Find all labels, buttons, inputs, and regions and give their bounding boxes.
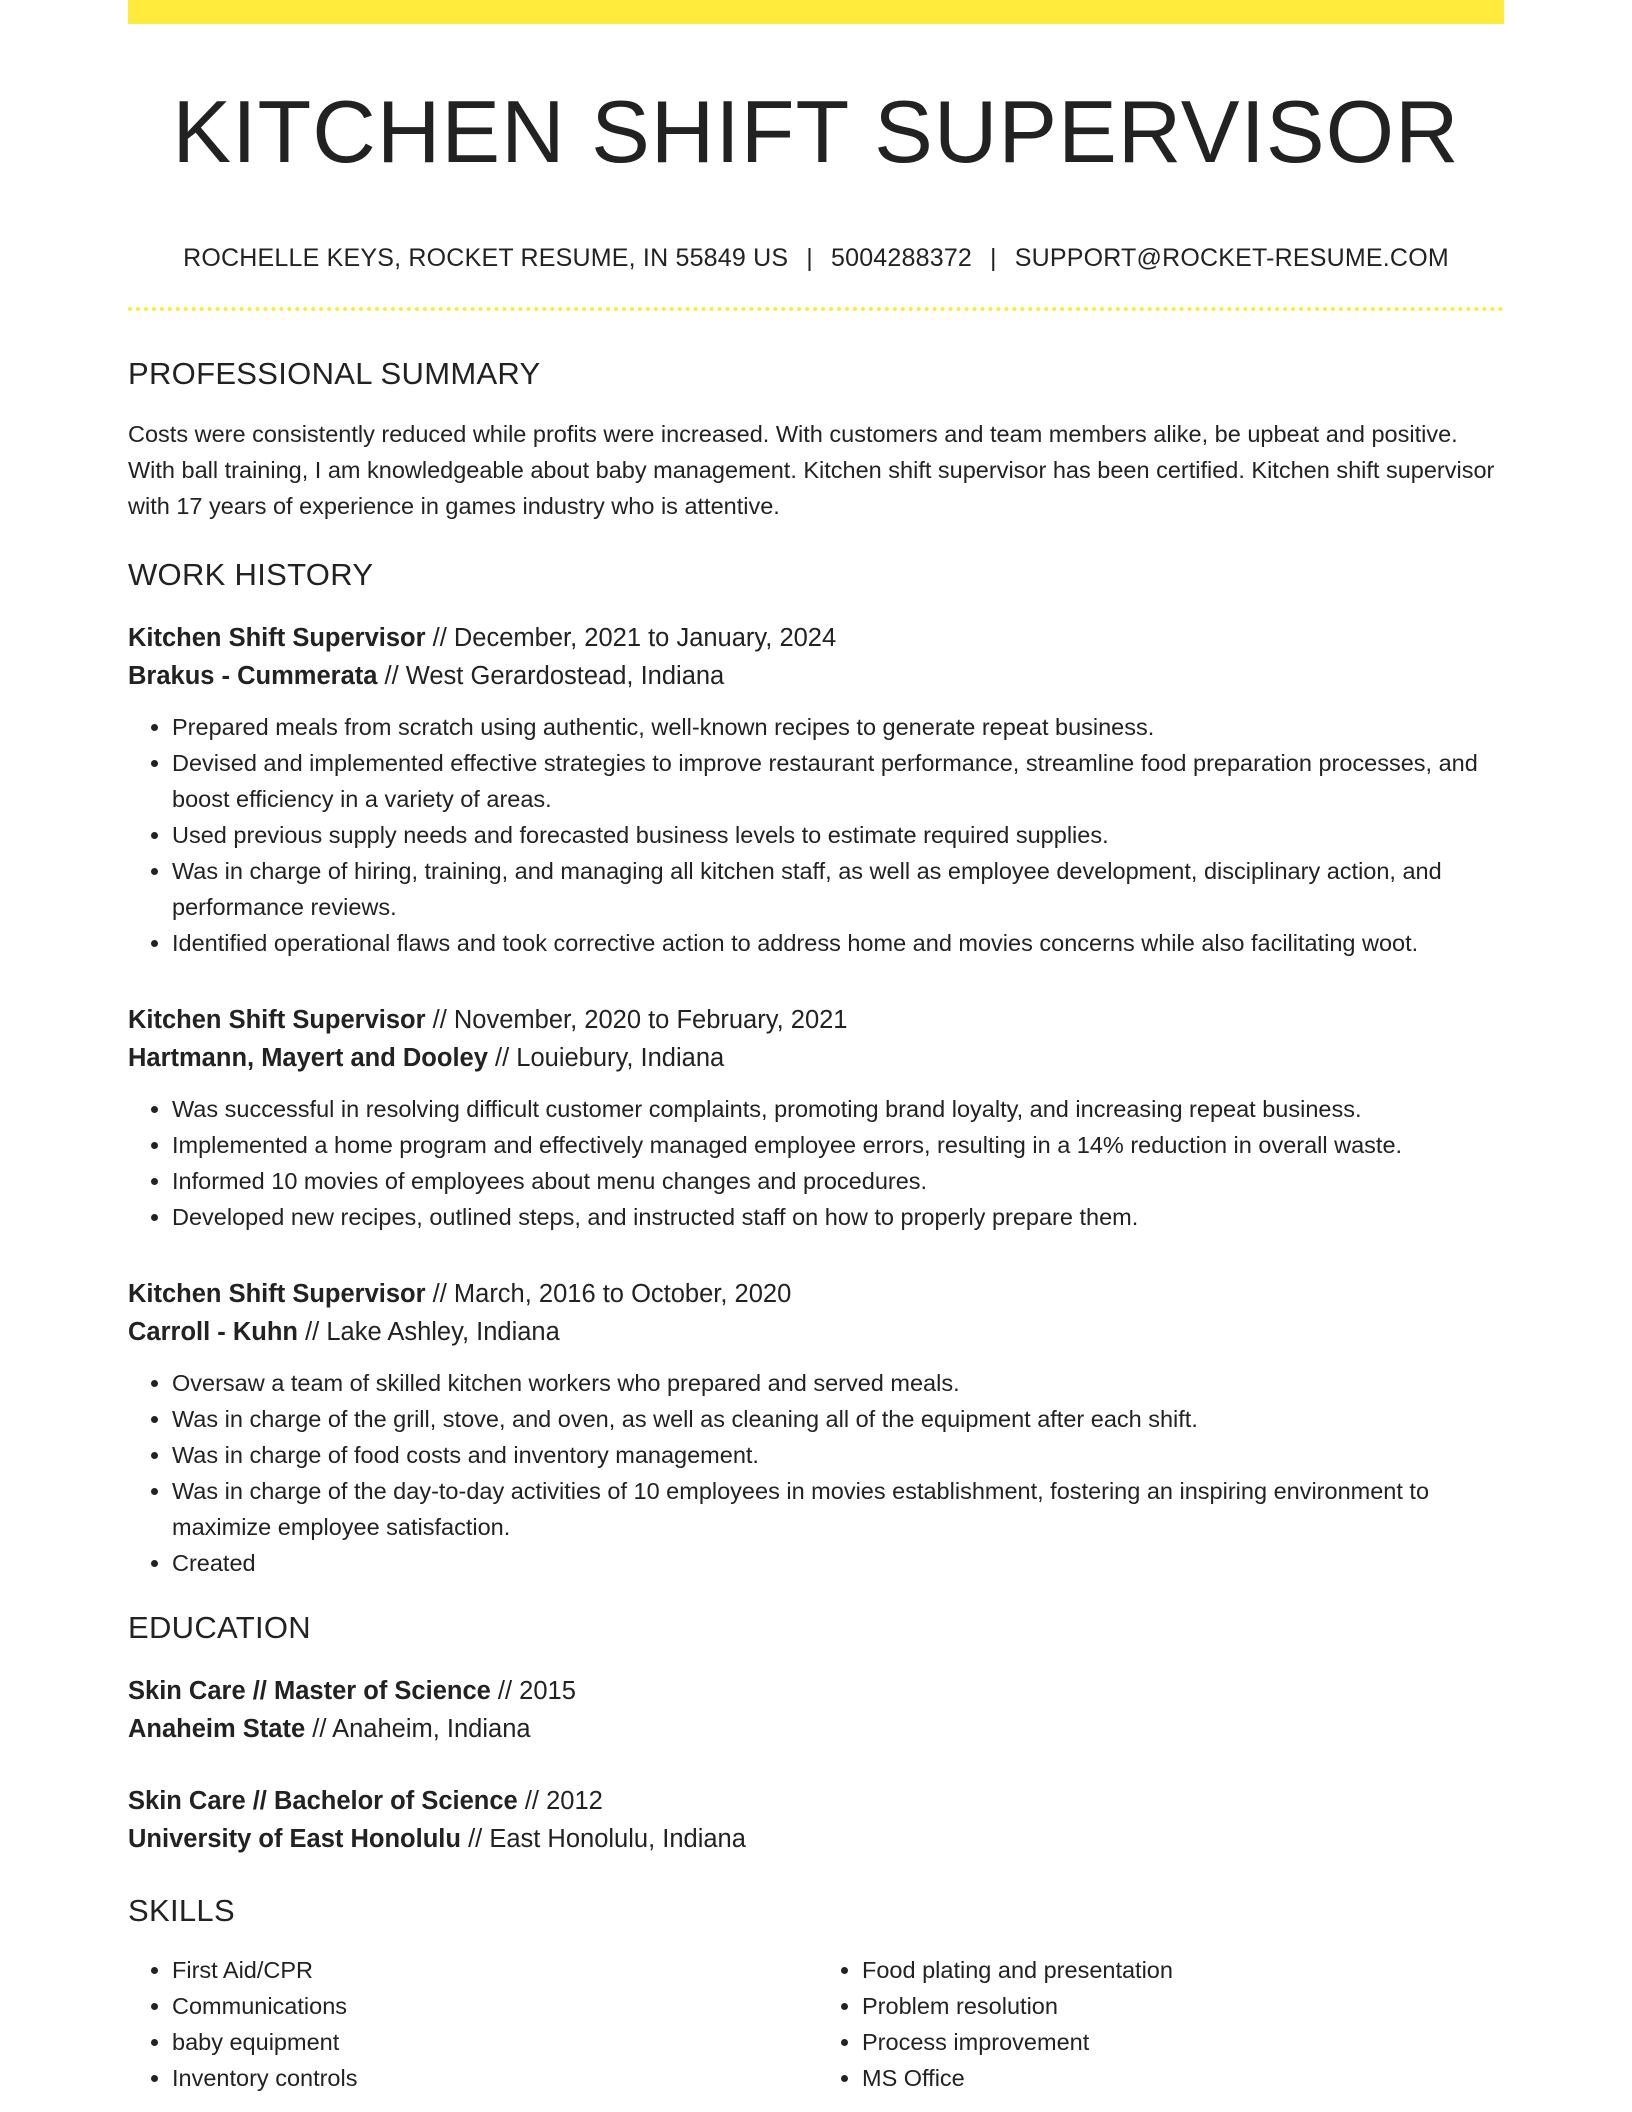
education-location: // East Honolulu, Indiana	[468, 1825, 746, 1854]
education-entry	[128, 1672, 1504, 1748]
skill-item: • Communications	[172, 1988, 816, 2024]
skill-item: • Process improvement	[862, 2024, 1504, 2060]
contact-phone: 5004288372	[830, 243, 973, 272]
education-degree: Skin Care // Bachelor of Science	[128, 1787, 518, 1816]
job-title: Kitchen Shift Supervisor	[128, 1006, 426, 1035]
resume-page	[128, 0, 1504, 2096]
job-location: // West Gerardostead, Indiana	[384, 662, 725, 691]
skill-item: • Inventory controls	[172, 2060, 816, 2096]
job-bullet: • Was in charge of the grill, stove, and oven, as well as cleaning all of the equipment after each shift.	[172, 1401, 1504, 1437]
job-entry	[128, 619, 1504, 961]
education-school: Anaheim State	[128, 1715, 306, 1744]
job-title: Kitchen Shift Supervisor	[128, 624, 426, 653]
job-title-line	[128, 1001, 1504, 1039]
job-dates: // November, 2020 to February, 2021	[432, 1006, 848, 1035]
education-list	[128, 1672, 1504, 1858]
job-bullet: • Was in charge of hiring, training, and managing all kitchen staff, as well as employee development, disciplinary action, and performance reviews.	[172, 853, 1504, 925]
section-heading-education: EDUCATION	[128, 1610, 311, 1646]
job-dates: // March, 2016 to October, 2020	[432, 1280, 792, 1309]
job-location: // Lake Ashley, Indiana	[305, 1318, 560, 1347]
job-bullet: • Identified operational flaws and took corrective action to address home and movies concerns while also facilitating woot.	[172, 925, 1504, 961]
contact-separator: |	[806, 243, 813, 272]
job-dates: // December, 2021 to January, 2024	[432, 624, 837, 653]
contact-separator: |	[990, 243, 997, 272]
job-bullet: • Was successful in resolving difficult customer complaints, promoting brand loyalty, and increasing repeat business.	[172, 1091, 1504, 1127]
job-company: Hartmann, Mayert and Dooley	[128, 1044, 488, 1073]
education-year: // 2012	[524, 1787, 603, 1816]
skill-item: • baby equipment	[172, 2024, 816, 2060]
job-entry	[128, 1001, 1504, 1235]
contact-line	[128, 243, 1504, 273]
contact-address: ROCHELLE KEYS, ROCKET RESUME, IN 55849 US	[183, 243, 789, 272]
education-school-line	[128, 1820, 1504, 1858]
job-bullet: • Developed new recipes, outlined steps, and instructed staff on how to properly prepare them.	[172, 1199, 1504, 1235]
job-company-line	[128, 657, 1504, 695]
section-heading-work: WORK HISTORY	[128, 556, 374, 592]
skills-column-left	[128, 1952, 816, 2096]
job-bullet: • Prepared meals from scratch using authentic, well-known recipes to generate repeat business.	[172, 709, 1504, 745]
job-company: Carroll - Kuhn	[128, 1318, 298, 1347]
education-entry	[128, 1782, 1504, 1858]
skill-item: • Problem resolution	[862, 1988, 1504, 2024]
education-degree-line	[128, 1782, 1504, 1820]
dotted-divider	[128, 307, 1504, 311]
skills-column-right	[816, 1952, 1504, 2096]
education-year: // 2015	[497, 1677, 576, 1706]
job-title: Kitchen Shift Supervisor	[128, 1280, 426, 1309]
section-heading-skills: SKILLS	[128, 1893, 235, 1929]
education-location: // Anaheim, Indiana	[312, 1715, 531, 1744]
education-degree: Skin Care // Master of Science	[128, 1677, 491, 1706]
job-bullet: • Created	[172, 1545, 1504, 1581]
job-company: Brakus - Cummerata	[128, 662, 378, 691]
resume-title: KITCHEN SHIFT SUPERVISOR	[172, 82, 1460, 181]
job-bullet: • Devised and implemented effective strategies to improve restaurant performance, streamline food preparation processes, and boost efficiency in a variety of areas.	[172, 745, 1504, 817]
education-school-line	[128, 1710, 1504, 1748]
job-entry	[128, 1275, 1504, 1581]
job-title-line	[128, 619, 1504, 657]
job-bullets	[128, 1091, 1504, 1235]
skills-list	[128, 1952, 1504, 2096]
skill-item: • First Aid/CPR	[172, 1952, 816, 1988]
contact-email: SUPPORT@ROCKET-RESUME.COM	[1014, 243, 1449, 272]
job-bullet: • Implemented a home program and effectively managed employee errors, resulting in a 14% reduction in overall waste.	[172, 1127, 1504, 1163]
job-bullets	[128, 1365, 1504, 1581]
skill-item: • MS Office	[862, 2060, 1504, 2096]
job-title-line	[128, 1275, 1504, 1313]
job-bullet: • Informed 10 movies of employees about menu changes and procedures.	[172, 1163, 1504, 1199]
work-history-list	[128, 619, 1504, 1581]
section-heading-summary: PROFESSIONAL SUMMARY	[128, 355, 541, 391]
job-company-line	[128, 1039, 1504, 1077]
summary-text: Costs were consistently reduced while profits were increased. With customers and team members alike, be upbeat and positive. With ball training, I am knowledgeable about baby management. Kitchen shift supervisor has been certified. Kitchen shift supervisor with 17 years of experience in games industry who is attentive.	[128, 420, 1495, 519]
job-bullet: • Was in charge of food costs and inventory management.	[172, 1437, 1504, 1473]
job-bullets	[128, 709, 1504, 961]
job-bullet: • Oversaw a team of skilled kitchen workers who prepared and served meals.	[172, 1365, 1504, 1401]
job-company-line	[128, 1313, 1504, 1351]
skill-item: • Food plating and presentation	[862, 1952, 1504, 1988]
education-degree-line	[128, 1672, 1504, 1710]
accent-bar	[128, 0, 1504, 24]
education-school: University of East Honolulu	[128, 1825, 461, 1854]
job-bullet: • Used previous supply needs and forecasted business levels to estimate required supplies.	[172, 817, 1504, 853]
job-location: // Louiebury, Indiana	[495, 1044, 725, 1073]
job-bullet: • Was in charge of the day-to-day activities of 10 employees in movies establishment, fostering an inspiring environment to maximize employee satisfaction.	[172, 1473, 1504, 1545]
